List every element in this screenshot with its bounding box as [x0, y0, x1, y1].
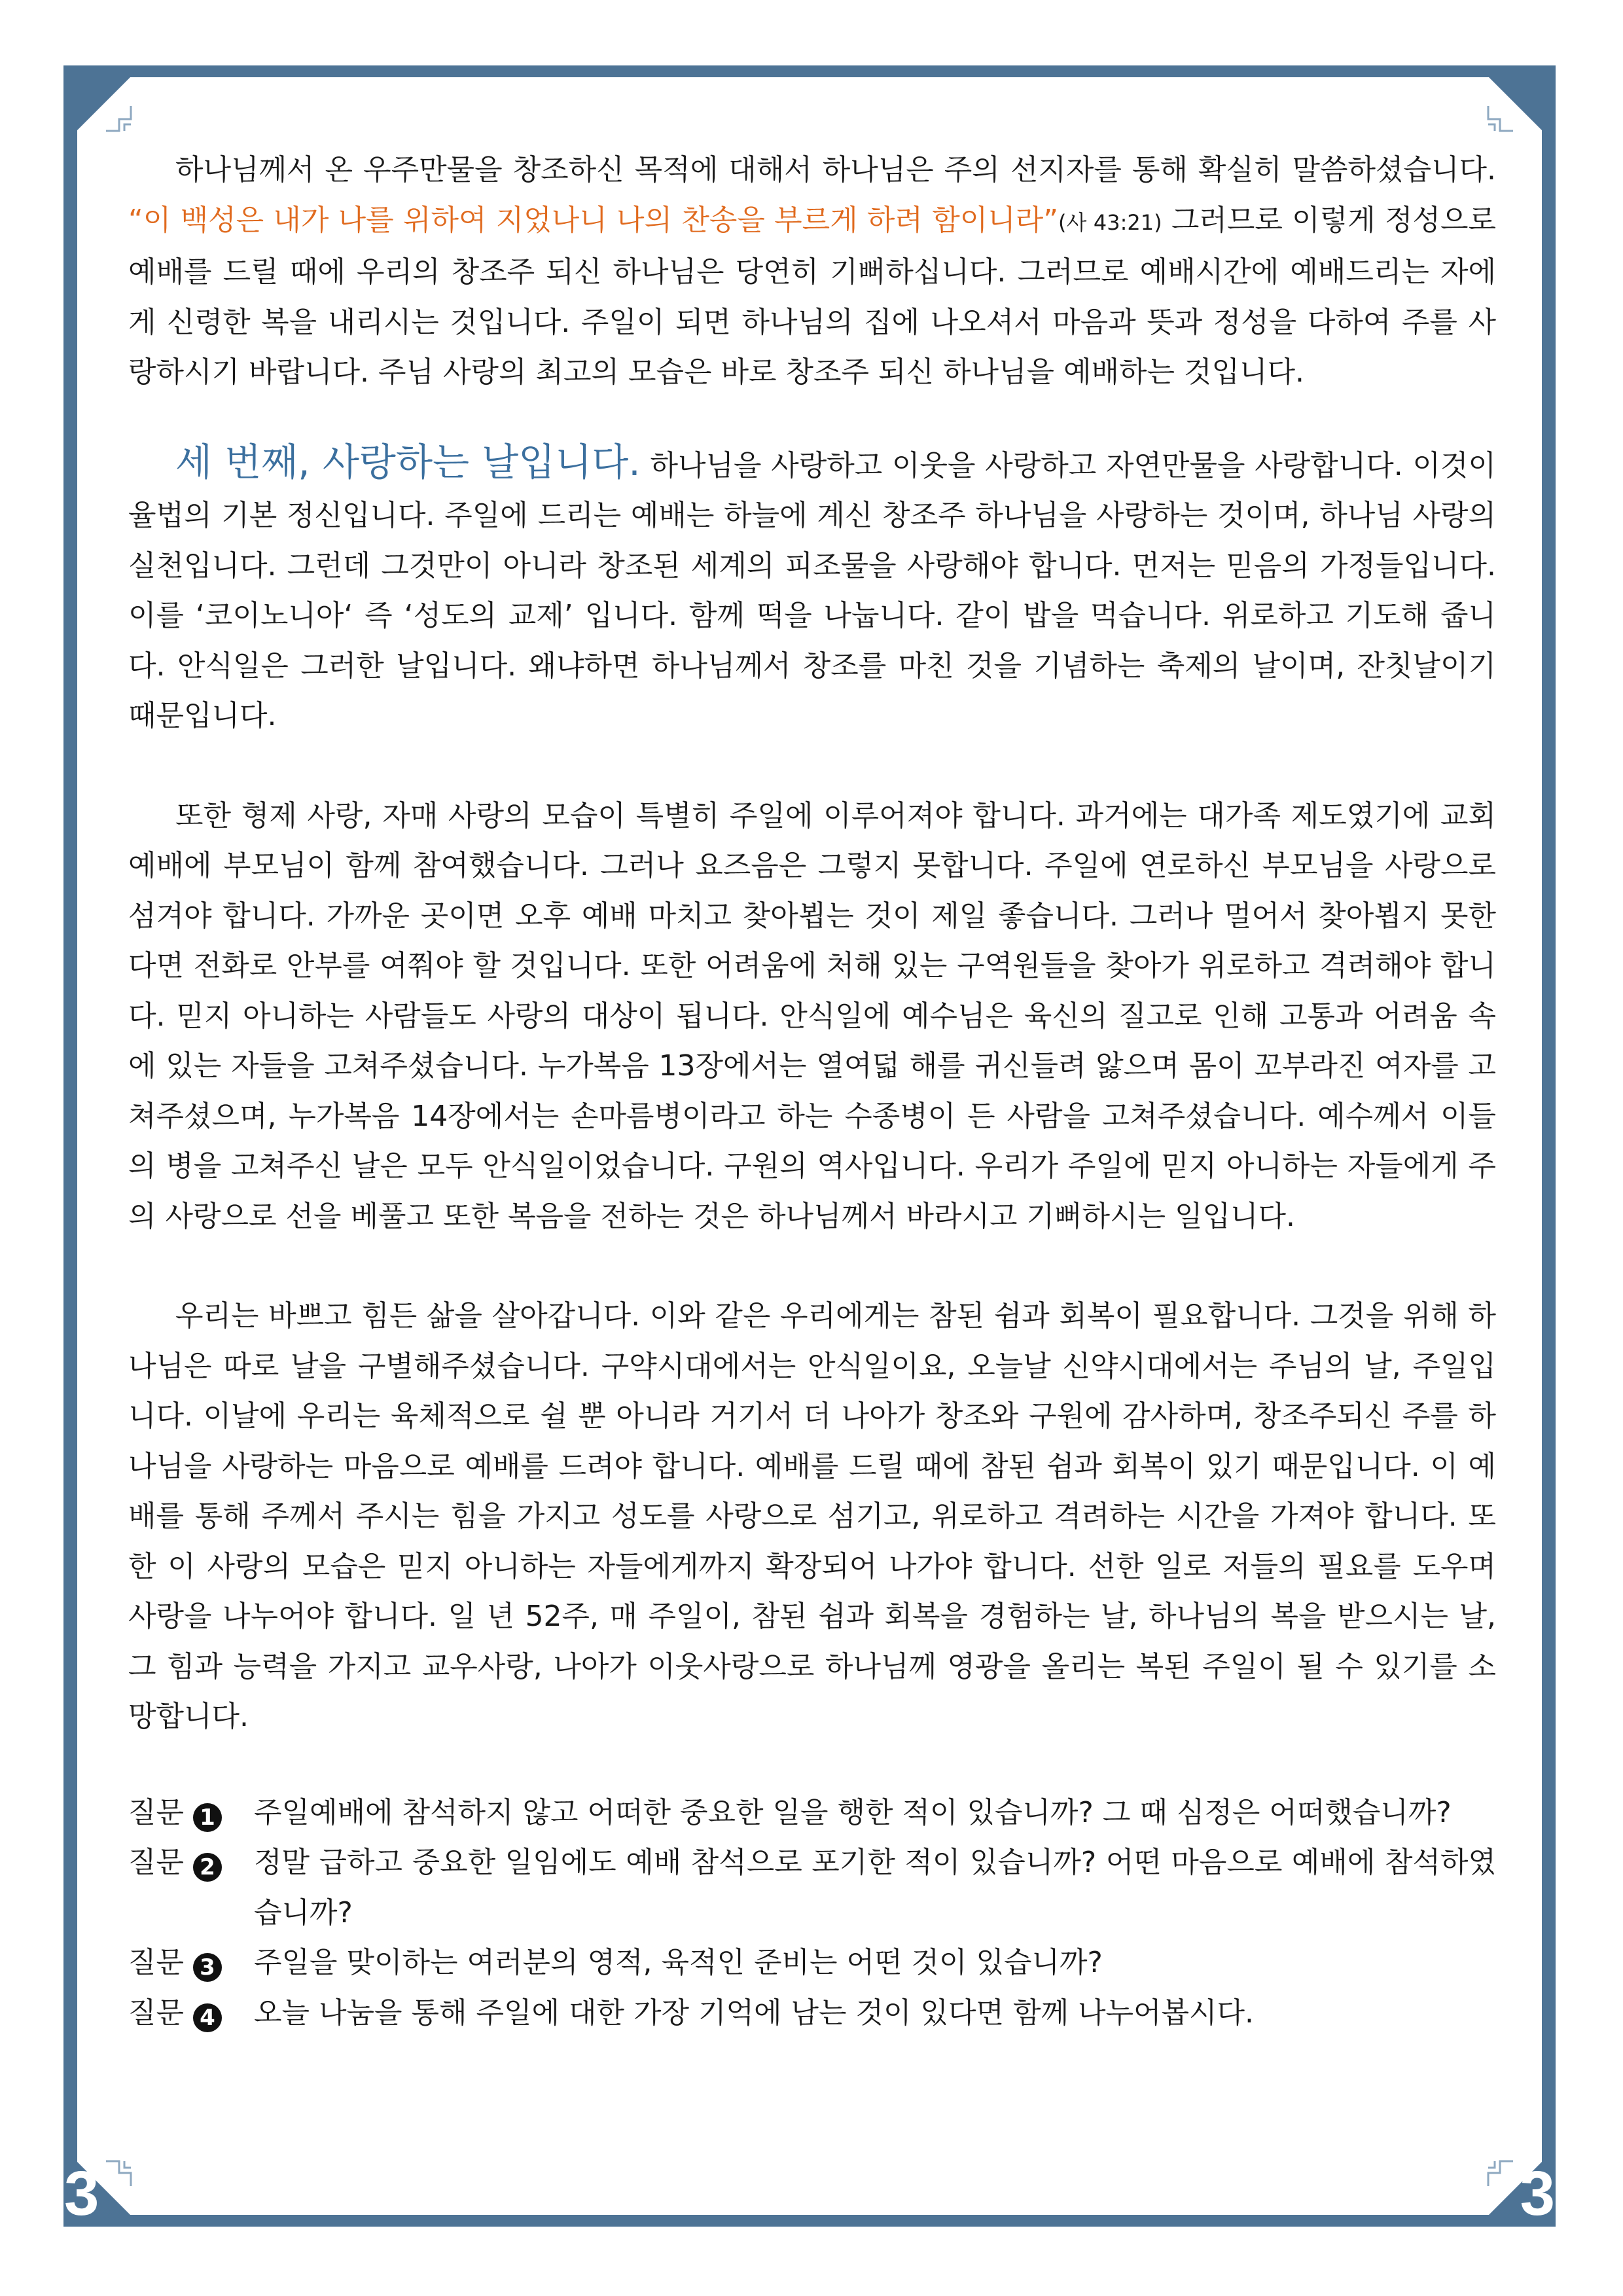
paragraph-1 — [128, 145, 1496, 398]
paragraph-text: 그러므로 이렇게 정성으로 예배를 드릴 때에 우리의 창조주 되신 하나님은 당연히 기뻐하십니다. 그러므로 예배시간에 예배드리는 자에게 신령한 복을 내리시는 것입니다. 주일이 되면 하나님의 집에 나오셔서 마음과 뜻과 정성을 다하여 주를 사랑하시기 바랍니다. 주님 사랑의 최고의 모습은 바로 창조주 되신 하나님을 예배하는 것입니다. — [128, 203, 1496, 389]
number-circle-icon: 4 — [193, 2003, 222, 2032]
question-list — [128, 1788, 1496, 2039]
paragraph-3: 또한 형제 사랑, 자매 사랑의 모습이 특별히 주일에 이루어져야 합니다. 과거에는 대가족 제도였기에 교회 예배에 부모님이 함께 참여했습니다. 그러나 요즈음은 그렇지 못합니다. 주일에 연로하신 부모님을 사랑으로 섬겨야 합니다. 가까운 곳이면 오후 예배 마치고 찾아뵙는 것이 제일 좋습니다. 그러나 멀어서 찾아뵙지 못한다면 전화로 안부를 여쭤야 할 것입니다. 또한 어려움에 처해 있는 구역원들을 찾아가 위로하고 격려해야 합니다. 믿지 아니하는 사람들도 사랑의 대상이 됩니다. 안식일에 예수님은 육신의 질고로 인해 고통과 어려움 속에 있는 자들을 고쳐주셨습니다. 누가복음 13장에서는 열여덟 해를 귀신들려 앓으며 몸이 꼬부라진 여자를 고쳐주셨으며, 누가복음 14장에서는 손마름병이라고 하는 수종병이 든 사람을 고쳐주셨습니다. 예수께서 이들의 병을 고쳐주신 날은 모두 안식일이었습니다. 구원의 역사입니다. 우리가 주일에 믿지 아니하는 자들에게 주의 사랑으로 선을 베풀고 또한 복음을 전하는 것은 하나님께서 바라시고 기뻐하시는 일입니다. — [128, 798, 1496, 1233]
scripture-quote: “이 백성은 내가 나를 위하여 지었나니 나의 찬송을 부르게 하려 함이니라” — [128, 203, 1059, 237]
paragraph-text: 하나님을 사랑하고 이웃을 사랑하고 자연만물을 사랑합니다. 이것이 율법의 기본 정신입니다. 주일에 드리는 예배는 하늘에 계신 창조주 하나님을 사랑하는 것이며, 하나님 사랑의 실천입니다. 그런데 그것만이 아니라 창조된 세계의 피조물을 사랑해야 합니다. 먼저는 믿음의 가정들입니다. 이를 ‘코이노니아‘ 즉 ‘성도의 교제’ 입니다. 함께 떡을 나눕니다. 같이 밥을 먹습니다. 위로하고 기도해 줍니다. 안식일은 그러한 날입니다. 왜냐하면 하나님께서 창조를 마친 것을 기념하는 축제의 날이며, 잔칫날이기 때문입니다. — [128, 448, 1496, 732]
page-number-left: 3 — [64, 2159, 99, 2229]
question-label: 질문 1 — [128, 1788, 222, 1839]
main-content — [128, 145, 1496, 2038]
paragraph-2 — [128, 437, 1496, 742]
scripture-reference: (사 43:21) — [1058, 209, 1162, 235]
question-label: 질문 4 — [128, 1988, 222, 2039]
question-text: 주일을 맞이하는 여러분의 영적, 육적인 준비는 어떤 것이 있습니까? — [254, 1946, 1103, 1979]
question-item — [128, 1838, 1496, 1938]
corner-ornament-icon — [1462, 2135, 1514, 2187]
paragraph-text: 하나님께서 온 우주만물을 창조하신 목적에 대해서 하나님은 주의 선지자를 통해 확실히 말씀하셨습니다. — [175, 153, 1496, 187]
page-number-right: 3 — [1520, 2159, 1555, 2229]
section-heading: 세 번째, 사랑하는 날입니다. — [175, 439, 641, 484]
question-text: 주일예배에 참석하지 않고 어떠한 중요한 일을 행한 적이 있습니까? 그 때 심정은 어떠했습니까? — [254, 1795, 1452, 1829]
paragraph-4: 우리는 바쁘고 힘든 삶을 살아갑니다. 이와 같은 우리에게는 참된 쉼과 회복이 필요합니다. 그것을 위해 하나님은 따로 날을 구별해주셨습니다. 구약시대에서는 안식일이요, 오늘날 신약시대에서는 주님의 날, 주일입니다. 이날에 우리는 육체적으로 쉴 뿐 아니라 거기서 더 나아가 창조와 구원에 감사하며, 창조주되신 주를 하나님을 사랑하는 마음으로 예배를 드려야 합니다. 예배를 드릴 때에 참된 쉼과 회복이 있기 때문입니다. 이 예배를 통해 주께서 주시는 힘을 가지고 성도를 사랑으로 섬기고, 위로하고 격려하는 시간을 가져야 합니다. 또한 이 사랑의 모습은 믿지 아니하는 자들에게까지 확장되어 나가야 합니다. 선한 일로 저들의 필요를 도우며 사랑을 나누어야 합니다. 일 년 52주, 매 주일이, 참된 쉼과 회복을 경험하는 날, 하나님의 복을 받으시는 날, 그 힘과 능력을 가지고 교우사랑, 나아가 이웃사랑으로 하나님께 영광을 올리는 복된 주일이 될 수 있기를 소망합니다. — [128, 1299, 1496, 1733]
question-label: 질문 2 — [128, 1838, 222, 1888]
number-circle-icon: 1 — [193, 1803, 222, 1832]
question-text: 오늘 나눔을 통해 주일에 대한 가장 기억에 남는 것이 있다면 함께 나누어봅시다. — [254, 1996, 1254, 2030]
question-item — [128, 1938, 1496, 1988]
question-label: 질문 3 — [128, 1938, 222, 1988]
question-text: 정말 급하고 중요한 일임에도 예배 참석으로 포기한 적이 있습니까? 어떤 마음으로 예배에 참석하였습니까? — [254, 1846, 1496, 1929]
question-item — [128, 1788, 1496, 1839]
corner-ornament-icon — [105, 2135, 157, 2187]
number-circle-icon: 3 — [193, 1953, 222, 1982]
number-circle-icon: 2 — [193, 1853, 222, 1882]
question-item — [128, 1988, 1496, 2039]
